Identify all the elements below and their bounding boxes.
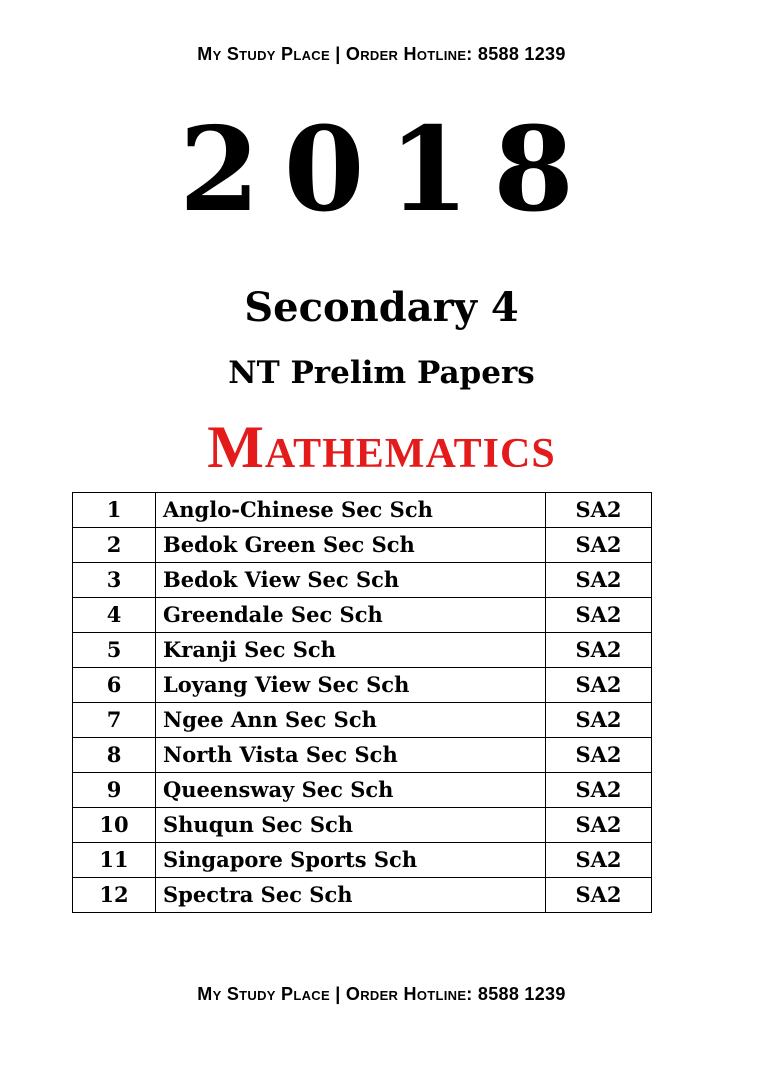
level-title: Secondary 4 <box>244 284 519 331</box>
row-number: 11 <box>73 843 156 878</box>
table-row <box>73 878 652 913</box>
school-name: Spectra Sec Sch <box>156 878 546 913</box>
school-name: Bedok View Sec Sch <box>156 563 546 598</box>
paper-type: SA2 <box>546 878 652 913</box>
school-name: Singapore Sports Sch <box>156 843 546 878</box>
paper-type: SA2 <box>546 738 652 773</box>
school-name: Shuqun Sec Sch <box>156 808 546 843</box>
row-number: 5 <box>73 633 156 668</box>
subject-title: Mathematics <box>207 414 556 480</box>
row-number: 10 <box>73 808 156 843</box>
row-number: 12 <box>73 878 156 913</box>
paper-type: SA2 <box>546 563 652 598</box>
row-number: 1 <box>73 493 156 528</box>
paper-type: SA2 <box>546 843 652 878</box>
school-name: Anglo-Chinese Sec Sch <box>156 493 546 528</box>
school-name: North Vista Sec Sch <box>156 738 546 773</box>
table-row <box>73 598 652 633</box>
papers-title: NT Prelim Papers <box>228 355 535 391</box>
paper-type: SA2 <box>546 598 652 633</box>
paper-type: SA2 <box>546 773 652 808</box>
school-name: Ngee Ann Sec Sch <box>156 703 546 738</box>
paper-type: SA2 <box>546 528 652 563</box>
school-name: Kranji Sec Sch <box>156 633 546 668</box>
table-row <box>73 563 652 598</box>
paper-type: SA2 <box>546 668 652 703</box>
paper-type: SA2 <box>546 493 652 528</box>
header-hotline: My Study Place | Order Hotline: 8588 1239 <box>197 44 566 64</box>
table-row <box>73 633 652 668</box>
paper-type: SA2 <box>546 703 652 738</box>
school-name: Queensway Sec Sch <box>156 773 546 808</box>
year-title: 2018 <box>179 102 598 238</box>
table-row <box>73 493 652 528</box>
row-number: 7 <box>73 703 156 738</box>
schools-table-body <box>73 493 652 913</box>
table-row <box>73 703 652 738</box>
school-name: Bedok Green Sec Sch <box>156 528 546 563</box>
table-row <box>73 668 652 703</box>
row-number: 9 <box>73 773 156 808</box>
table-row <box>73 843 652 878</box>
schools-table <box>72 492 652 913</box>
row-number: 4 <box>73 598 156 633</box>
footer-hotline: My Study Place | Order Hotline: 8588 1239 <box>197 984 566 1004</box>
row-number: 3 <box>73 563 156 598</box>
table-row <box>73 738 652 773</box>
table-row <box>73 528 652 563</box>
row-number: 6 <box>73 668 156 703</box>
row-number: 8 <box>73 738 156 773</box>
school-name: Loyang View Sec Sch <box>156 668 546 703</box>
row-number: 2 <box>73 528 156 563</box>
school-name: Greendale Sec Sch <box>156 598 546 633</box>
paper-type: SA2 <box>546 633 652 668</box>
table-row <box>73 808 652 843</box>
table-row <box>73 773 652 808</box>
paper-type: SA2 <box>546 808 652 843</box>
